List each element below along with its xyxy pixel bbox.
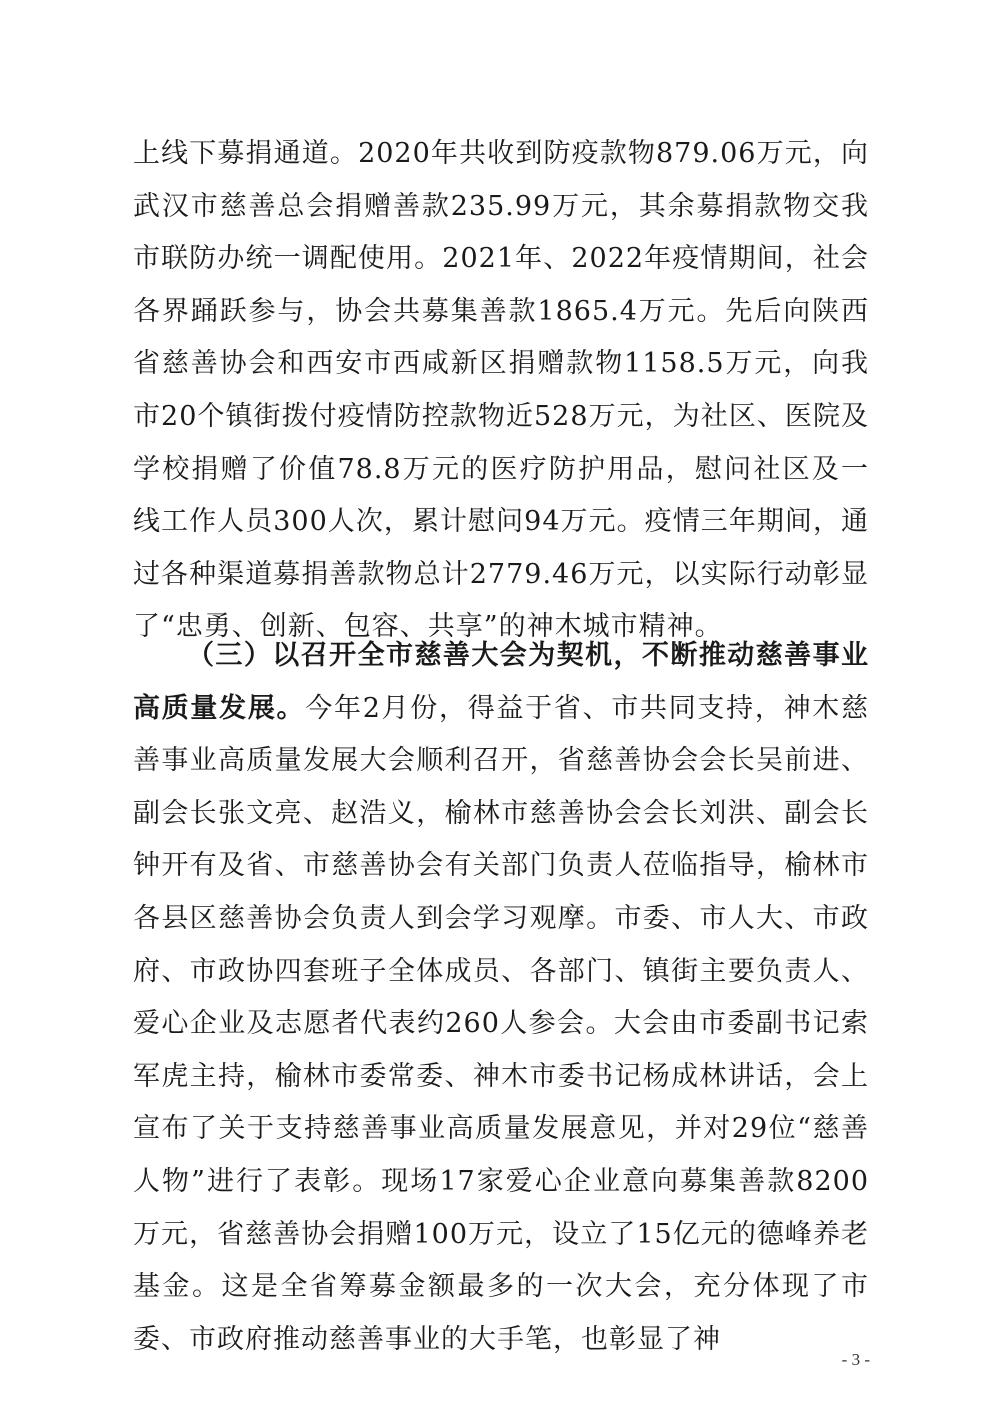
section-heading-three: （三）以召开全市慈善大会为契机，不断推动慈善事业高质量发展。 (133, 640, 869, 724)
section-three-body: 今年2月份，得益于省、市共同支持，神木慈善事业高质量发展大会顺利召开，省慈善协会会长吴前进、副会长张文亮、赵浩义，榆林市慈善协会会长刘洪、副会长钟开有及省、市慈善协会有关部门负责人莅临指导，榆林市各县区慈善协会负责人到会学习观摩。市委、市人大、市政府、市政协四套班子全体成员、各部门、镇街主要负责人、爱心企业及志愿者代表约260人参会。大会由市委副书记索军虎主持，榆林市委常委、神木市委书记杨成林讲话，会上宣布了关于支持慈善事业高质量发展意见，并对29位“慈善人物”进行了表彰。现场17家爱心企业意向募集善款8200万元，省慈善协会捐赠100万元，设立了15亿元的德峰养老基金。这是全省筹募金额最多的一次大会，充分体现了市委、市政府推动慈善事业的大手笔，也彰显了神 (133, 692, 869, 1355)
body-paragraph-epidemic-donations: 上线下募捐通道。2020年共收到防疫款物879.06万元，向武汉市慈善总会捐赠善款235.99万元，其余募捐款物交我市联防办统一调配使用。2021年、2022年疫情期间，社会各界踊跃参与，协会共募集善款1865.4万元。先后向陕西省慈善协会和西安市西咸新区捐赠款物1158.5万元，向我市20个镇街拨付疫情防控款物近528万元，为社区、医院及学校捐赠了价值78.8万元的医疗防护用品，慰问社区及一线工作人员300人次，累计慰问94万元。疫情三年期间，通过各种渠道募捐善款物总计2779.46万元，以实际行动彰显了“忠勇、创新、包容、共享”的神木城市精神。 (133, 138, 869, 643)
body-paragraph-charity-conference (133, 630, 869, 1366)
page-number: - 3 - (841, 1350, 870, 1369)
